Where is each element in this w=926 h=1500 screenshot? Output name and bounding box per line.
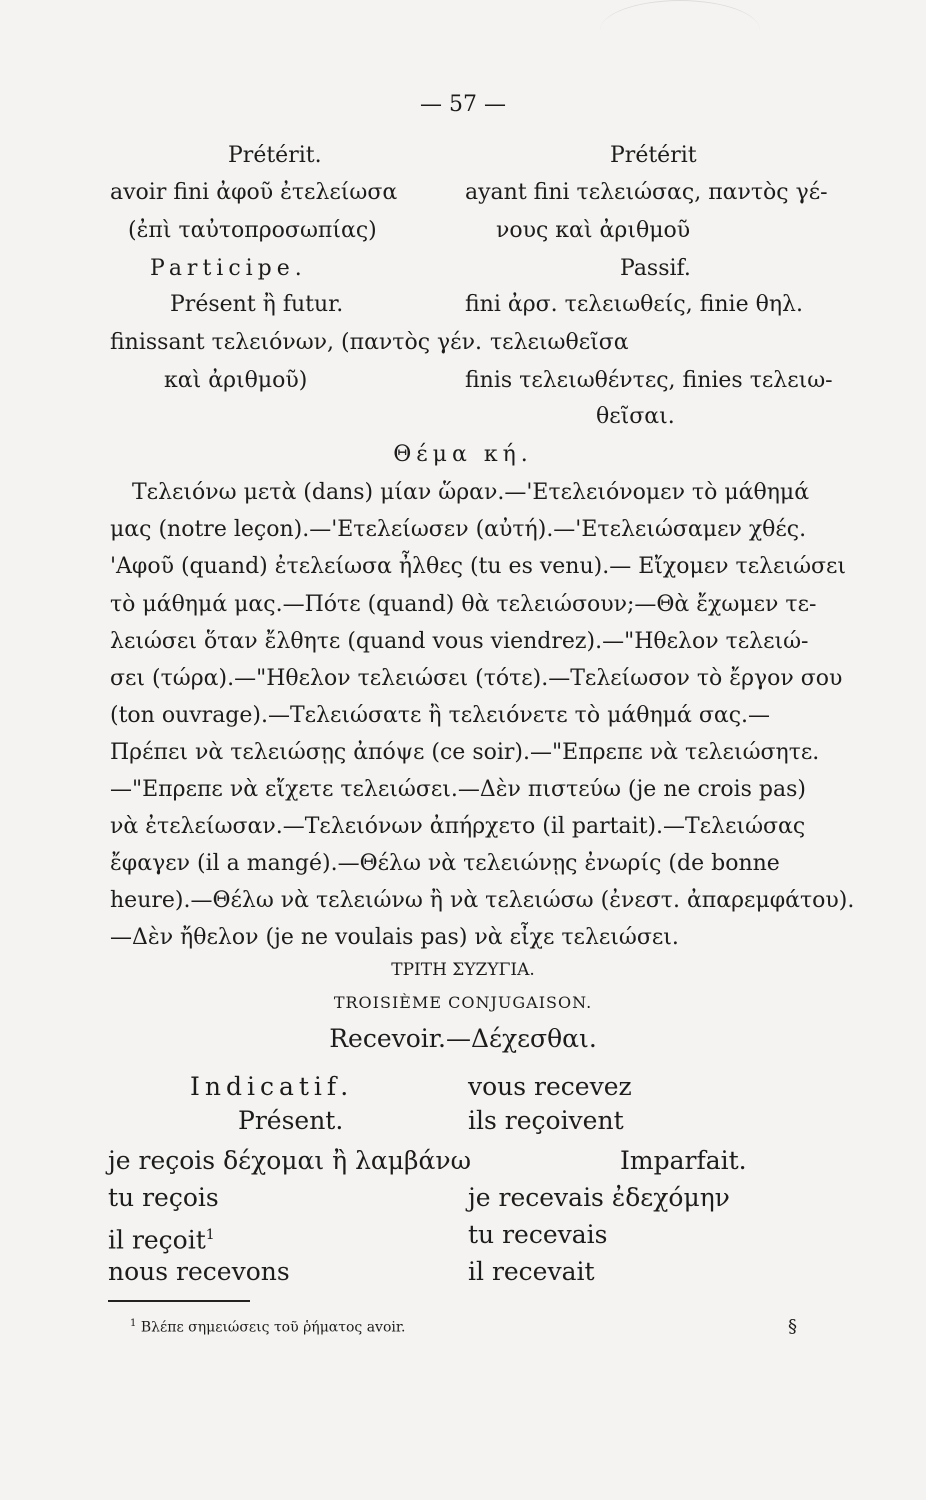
- section-heading-greek: ΤΡΙΤΗ ΣΥΖΥΓΙΑ.: [391, 960, 535, 980]
- para-line: 'Αφοῦ (quand) ἐτελείωσα ἦλθες (tu es venu).— Εἴχομεν τελειώσει: [110, 554, 847, 579]
- conj-row-text: il reçoit: [108, 1225, 206, 1255]
- para-line: σει (τώρα).—"Ηθελον τελειώσει (τότε).—Τελείωσον τὸ ἔργον σου: [110, 666, 843, 691]
- conj-row: vous recevez: [468, 1072, 632, 1101]
- conj-row: tu reçois: [108, 1183, 219, 1212]
- right-preterit-heading: Prétérit: [610, 143, 697, 168]
- conj-row: ils reçoivent: [468, 1106, 624, 1135]
- footnote-mark: 1: [130, 1318, 137, 1329]
- page-number: — 57 —: [420, 92, 506, 117]
- footnote: [130, 1318, 405, 1336]
- section-heading-french: TROISIÈME CONJUGAISON.: [333, 993, 593, 1012]
- indicatif-heading: Indicatif.: [190, 1072, 354, 1101]
- conj-row: nous recevons: [108, 1257, 290, 1286]
- verb-title: Recevoir.—Δέχεσθαι.: [329, 1024, 597, 1053]
- left-line-3: finissant τελειόνων, (παντὸς γέν.: [110, 330, 482, 355]
- conj-row: je recevais ἐδεχόμην: [468, 1183, 730, 1212]
- conj-row: tu recevais: [468, 1220, 608, 1249]
- para-line: τὸ μάθημά μας.—Πότε (quand) θὰ τελειώσουν;—Θὰ ἔχωμεν τε-: [110, 592, 817, 617]
- para-line: —Δὲν ἤθελον (je ne voulais pas) νὰ εἶχε τελειώσει.: [110, 925, 679, 950]
- para-line: μας (notre leçon).—'Ετελείωσεν (αὐτή).—'Ετελειώσαμεν χθές.: [110, 517, 807, 542]
- left-line-2: (ἐπὶ ταὐτοπροσωπίας): [128, 218, 377, 243]
- present-heading: Présent.: [238, 1106, 344, 1135]
- thema-heading: Θέμα κή.: [393, 442, 533, 467]
- present-futur-heading: Présent ἢ futur.: [170, 292, 344, 317]
- para-line: —"Επρεπε νὰ εἴχετε τελειώσει.—Δὲν πιστεύω (je ne crois pas): [110, 777, 806, 802]
- para-line: νὰ ἐτελείωσαν.—Τελειόνων ἀπήρχετο (il partait).—Τελειώσας: [110, 814, 806, 839]
- conj-row: je reçois δέχομαι ἢ λαμβάνω: [108, 1146, 471, 1175]
- footnote-text: Βλέπε σημειώσεις τοῦ ῥήματος avoir.: [140, 1319, 406, 1336]
- left-line-4: καὶ ἀριθμοῦ): [164, 368, 308, 393]
- right-line-1: ayant fini τελειώσας, παντὸς γέ-: [465, 180, 828, 205]
- right-line-5: finis τελειωθέντες, finies τελειω-: [465, 368, 833, 393]
- page-stain: [600, 0, 760, 61]
- para-line: Πρέπει νὰ τελειώσῃς ἀπόψε (ce soir).—"Επρεπε νὰ τελειώσητε.: [110, 740, 820, 765]
- para-line: heure).—Θέλω νὰ τελειώνω ἢ νὰ τελειώσω (ἐνεστ. ἀπαρεμφάτου).: [110, 888, 855, 913]
- participe-heading: Participe.: [150, 256, 307, 281]
- right-line-3: fini ἀρσ. τελειωθείς, finie θηλ.: [465, 292, 803, 317]
- passif-heading: Passif.: [620, 256, 691, 281]
- para-line: ἔφαγεν (il a mangé).—Θέλω νὰ τελειώνῃς ἐνωρίς (de bonne: [110, 851, 780, 876]
- para-line: λειώσει ὅταν ἔλθητε (quand vous viendrez).—"Ηθελον τελειώ-: [110, 629, 809, 654]
- right-line-2: νους καὶ ἀριθμοῦ: [496, 218, 691, 243]
- right-line-4: τελειωθεῖσα: [490, 330, 629, 355]
- left-preterit-heading: Prétérit.: [228, 143, 322, 168]
- signature-mark: §: [788, 1316, 797, 1337]
- footnote-ref: 1: [205, 1227, 215, 1243]
- para-line: Τελειόνω μετὰ (dans) μίαν ὥραν.—'Ετελειόνομεν τὸ μάθημά: [132, 480, 810, 505]
- conj-row: il recevait: [468, 1257, 595, 1286]
- conj-row-reçoit: [108, 1222, 215, 1253]
- footnote-rule: [108, 1300, 250, 1302]
- para-line: (ton ouvrage).—Τελειώσατε ἢ τελειόνετε τὸ μάθημά σας.—: [110, 703, 771, 728]
- left-line-1: avoir fini ἀφοῦ ἐτελείωσα: [110, 180, 398, 205]
- imparfait-heading: Imparfait.: [620, 1146, 747, 1175]
- right-line-6: θεῖσαι.: [596, 404, 675, 429]
